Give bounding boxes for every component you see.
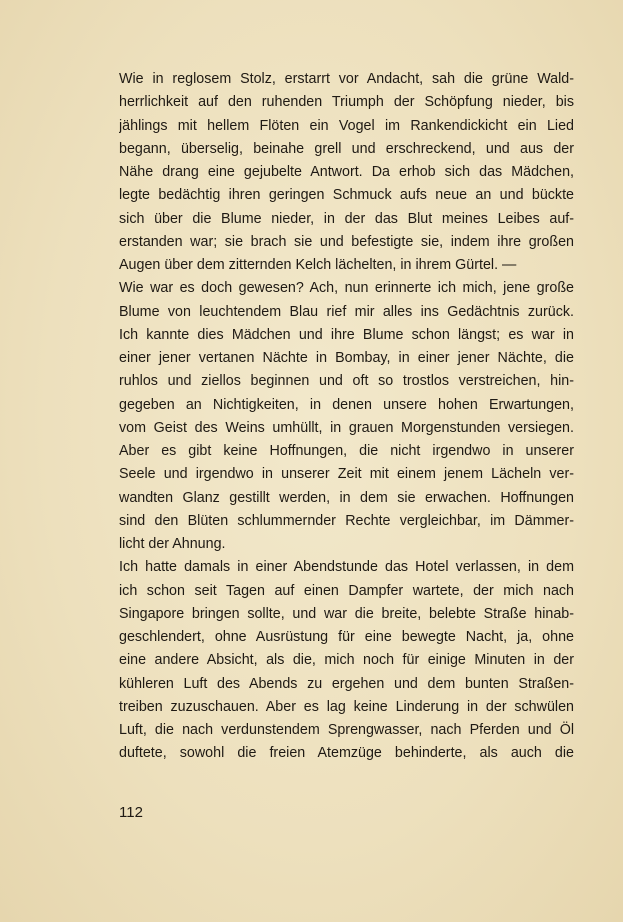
- text-line: Ich hatte damals in einer Abendstunde das Hotel verlassen, in dem: [119, 559, 574, 576]
- text-line: gegeben an Nichtigkeiten, in denen unsere hohen Erwartungen,: [119, 396, 574, 413]
- text-line: Wie war es doch gewesen? Ach, nun erinnerte ich mich, jene große: [119, 280, 574, 297]
- text-line: licht der Ahnung.: [119, 536, 226, 552]
- text-line: kühleren Luft des Abends zu ergehen und dem bunten Straßen-: [119, 675, 574, 692]
- text-line: legte bedächtig ihren geringen Schmuck aufs neue an und bückte: [119, 187, 574, 204]
- text-line: duftete, sowohl die freien Atemzüge behinderte, als auch die: [119, 745, 574, 762]
- text-line: ich schon seit Tagen auf einen Dampfer wartete, der mich nach: [119, 582, 574, 599]
- text-line: treiben zuzuschauen. Aber es lag keine Linderung in der schwülen: [119, 698, 574, 715]
- body-text: [119, 68, 574, 766]
- text-line: Wie in reglosem Stolz, erstarrt vor Andacht, sah die grüne Wald-: [119, 71, 574, 87]
- text-line: geschlendert, ohne Ausrüstung für eine bewegte Nacht, ja, ohne: [119, 629, 574, 645]
- text-line: sind den Blüten schlummernder Rechte vergleichbar, im Dämmer-: [119, 512, 574, 529]
- text-line: Seele und irgendwo in unserer Zeit mit einem jenem Lächeln ver-: [119, 466, 574, 483]
- text-line: Singapore bringen sollte, und war die breite, belebte Straße hinab-: [119, 605, 574, 622]
- text-line: ruhlos und ziellos beginnen und oft so trostlos verstreichen, hin-: [119, 373, 574, 390]
- text-line: Nähe drang eine gejubelte Antwort. Da erhob sich das Mädchen,: [119, 164, 574, 180]
- text-line: Blume von leuchtendem Blau rief mir alles ins Gedächtnis zurück.: [119, 303, 574, 320]
- text-line: erstanden war; sie brach sie und befestigte sie, indem ihre großen: [119, 233, 574, 250]
- text-line: begann, überselig, beinahe grell und erschreckend, und aus der: [119, 140, 574, 157]
- text-line: jählings mit hellem Flöten ein Vogel im Rankendickicht ein Lied: [119, 117, 574, 134]
- text-line: Aber es gibt keine Hoffnungen, die nicht irgendwo in unserer: [119, 443, 574, 459]
- page-number: 112: [119, 804, 143, 821]
- text-line: herrlichkeit auf den ruhenden Triumph der Schöpfung nieder, bis: [119, 94, 574, 111]
- text-line: Ich kannte dies Mädchen und ihre Blume schon längst; es war in: [119, 326, 574, 343]
- text-line: wandten Glanz gestillt werden, in dem sie erwachen. Hoffnungen: [119, 489, 574, 506]
- text-line: sich über die Blume nieder, in der das Blut meines Leibes auf-: [119, 210, 574, 227]
- text-line: eine andere Absicht, als die, mich noch für einige Minuten in der: [119, 652, 574, 669]
- text-line: Luft, die nach verdunstendem Sprengwasser, nach Pferden und Öl: [119, 722, 574, 738]
- text-line: einer jener vertanen Nächte in Bombay, in einer jener Nächte, die: [119, 350, 574, 366]
- text-line: vom Geist des Weins umhüllt, in grauen Morgenstunden versiegen.: [119, 419, 574, 436]
- text-line: Augen über dem zitternden Kelch lächelten, in ihrem Gürtel. —: [119, 257, 517, 273]
